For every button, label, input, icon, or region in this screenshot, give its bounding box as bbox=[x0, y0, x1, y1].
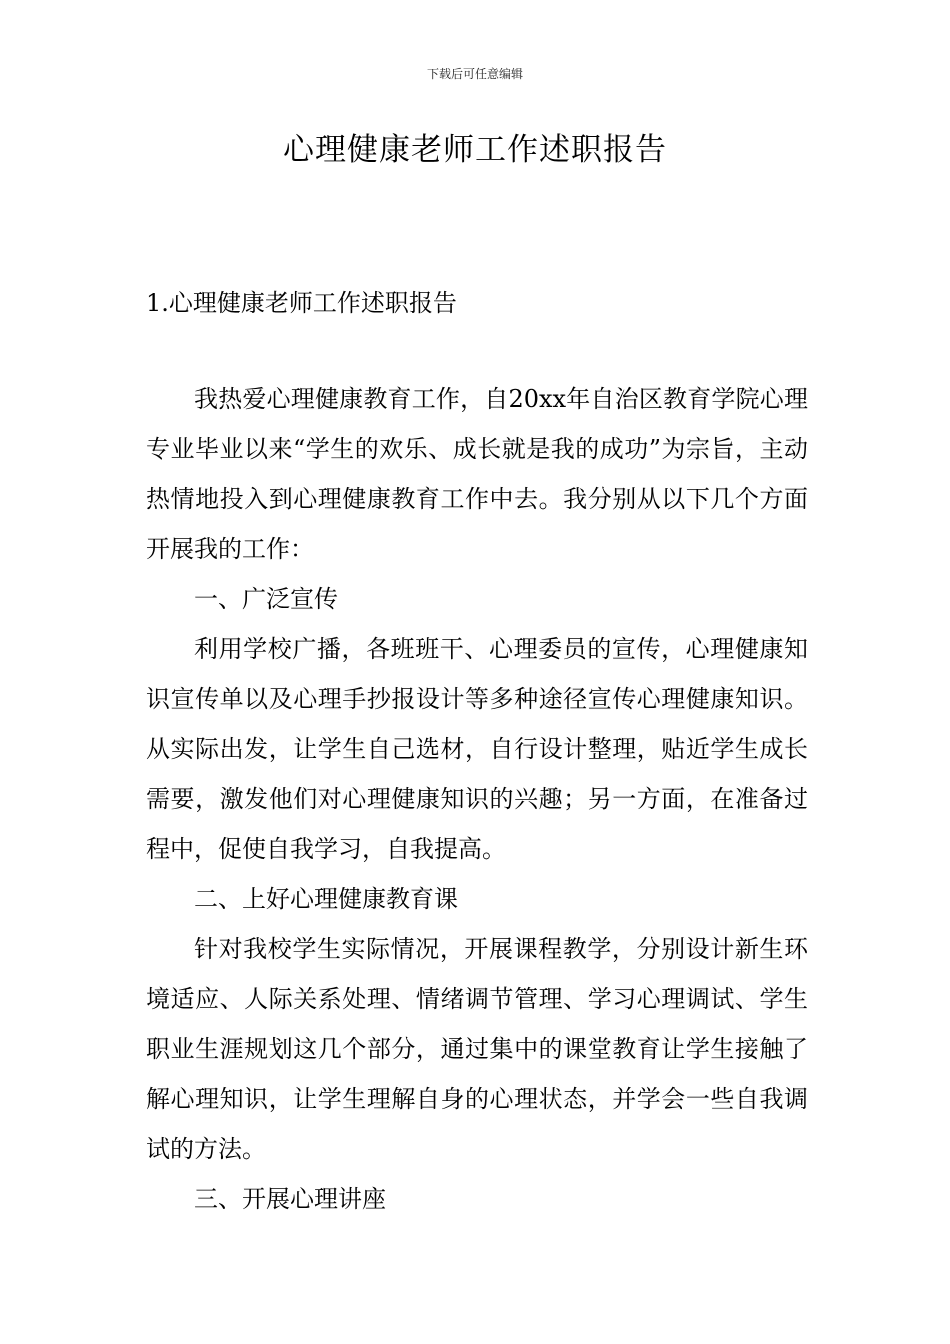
heading-classes: 二、上好心理健康教育课 bbox=[194, 885, 458, 913]
header-note: 下载后可任意编辑 bbox=[426, 67, 523, 81]
paragraph-publicity: 利用学校广播，各班班干、心理委员的宣传，心理健康知识宣传单以及心理手抄报设计等多种途径宣传心理健康知识。从实际出发，让学生自己选材，自行设计整理，贴近学生成长需要，激发他们对心理健康知识的兴趣；另一方面，在准备过程中，促使自我学习，自我提高。 bbox=[146, 635, 808, 863]
heading-lectures: 三、开展心理讲座 bbox=[194, 1185, 386, 1213]
paragraph-classes: 针对我校学生实际情况，开展课程教学，分别设计新生环境适应、人际关系处理、情绪调节管理、学习心理调试、学生职业生涯规划这几个部分，通过集中的课堂教育让学生接触了解心理知识，让学生理解自身的心理状态，并学会一些自我调试的方法。 bbox=[146, 935, 808, 1163]
section-heading: 1.心理健康老师工作述职报告 bbox=[146, 289, 457, 317]
document-body bbox=[146, 374, 808, 1224]
paragraph-intro: 我热爱心理健康教育工作，自20xx年自治区教育学院心理专业毕业以来“学生的欢乐、成长就是我的成功”为宗旨，主动热情地投入到心理健康教育工作中去。我分别从以下几个方面开展我的工作： bbox=[146, 385, 808, 563]
document-title: 心理健康老师工作述职报告 bbox=[283, 132, 667, 168]
heading-publicity: 一、广泛宣传 bbox=[194, 585, 338, 613]
